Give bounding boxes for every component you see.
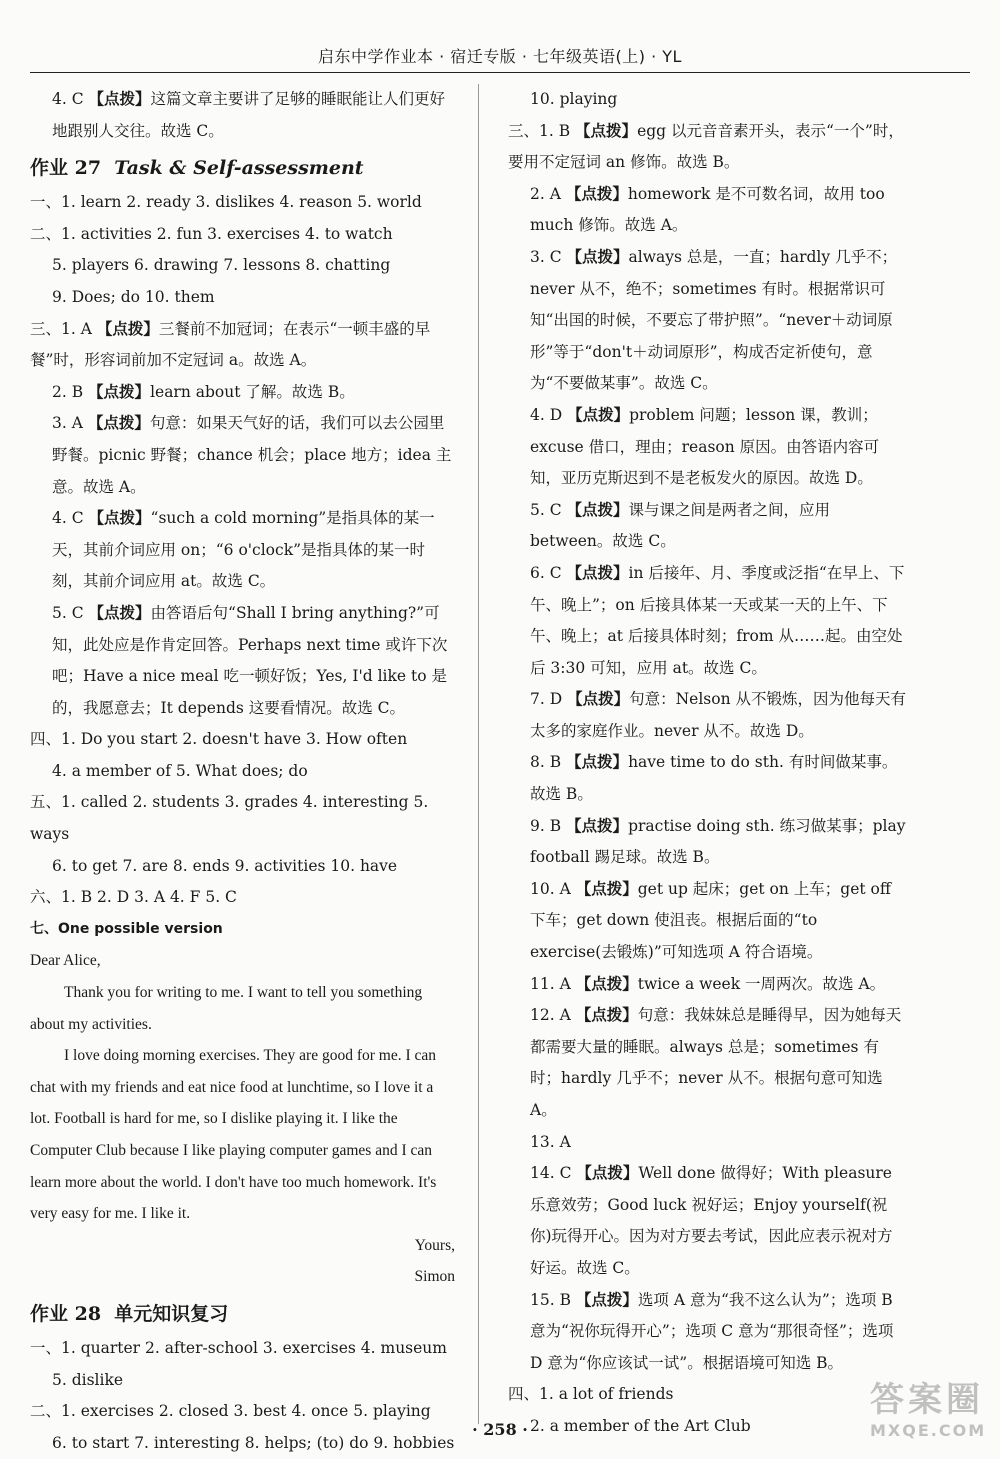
answer-line: 二、1. activities 2. fun 3. exercises 4. to watch xyxy=(30,224,393,243)
letter-greeting: Dear Alice, xyxy=(30,952,101,970)
answer-item: 2. B 【点拨】learn about 了解。故选 B。 xyxy=(52,382,355,401)
answer-item: 三、1. A 【点拨】三餐前不加冠词；在表示“一顿丰盛的早餐”时，形容词前加不定冠词 a。故选 A。 xyxy=(30,319,431,370)
left-column xyxy=(30,84,455,1459)
answer-line: 5. dislike xyxy=(52,1370,124,1389)
answer-item: 12. A 【点拨】句意：我妹妹总是睡得早，因为她每天都需要大量的睡眠。always 总是；sometimes 有时；hardly 几乎不；never 从不。根据句意可知选 A。 xyxy=(530,1006,902,1119)
section-heading-27: 作业 27 Task & Self-assessment xyxy=(30,157,364,180)
answer-item: 11. A 【点拨】twice a week 一周两次。故选 A。 xyxy=(530,974,886,993)
answer-line: 二、1. exercises 2. closed 3. best 4. once 5. playing xyxy=(30,1402,431,1421)
answer-line: 5. players 6. drawing 7. lessons 8. chatting xyxy=(52,256,391,275)
answer-line: 四、1. a lot of friends xyxy=(508,1385,674,1404)
letter-paragraph: Thank you for writing to me. I want to tell you something about my activities. xyxy=(30,984,423,1033)
writing-label: 七、One possible version xyxy=(30,920,223,937)
page-header: 启东中学作业本 · 宿迁专版 · 七年级英语(上) · YL xyxy=(318,47,682,66)
answer-line: 6. to start 7. interesting 8. helps; (to) do 9. hobbies xyxy=(52,1433,455,1452)
letter-paragraph: I love doing morning exercises. They are good for me. I can chat with my friends and eat nice food at lunchtime, so I love it a lot. Football is hard for me, so I dislike playing it. I like the Computer Club because I like playing computer games and I can learn more about the world. I don't have too much homework. It's very easy for me. I like it. xyxy=(30,1047,437,1223)
letter-signature: Simon xyxy=(414,1268,455,1286)
answer-line: 6. to get 7. are 8. ends 9. activities 10. have xyxy=(52,856,398,875)
answer-item: 8. B 【点拨】have time to do sth. 有时间做某事。故选 B。 xyxy=(530,753,898,804)
answer-item: 10. A 【点拨】get up 起床；get on 上车；get off 下车；get down 使沮丧。根据后面的“to exercise(去锻炼)”可知选项 A 符合语境。 xyxy=(530,879,891,962)
answer-item: 14. C 【点拨】Well done 做得好；With pleasure 乐意效劳；Good luck 祝好运；Enjoy yourself(祝你)玩得开心。因为对方要去考试，因此应表示祝对方好运。故选 C。 xyxy=(530,1164,893,1277)
watermark-text: 答案圈 xyxy=(870,1380,984,1420)
answer-item: 3. C 【点拨】always 总是，一直；hardly 几乎不；never 从不，绝不；sometimes 有时。根据常识可知“出国的时候，不要忘了带护照”。“never＋动词原形”等于“don't＋动词原形”，构成否定祈使句，意为“不要做某事”。故选 C。 xyxy=(530,247,898,393)
answer-item: 9. B 【点拨】practise doing sth. 练习做某事；play football 踢足球。故选 B。 xyxy=(530,816,906,867)
answer-item: 4. D 【点拨】problem 问题；lesson 课，教训；excuse 借口，理由；reason 原因。由答语内容可知，亚历克斯迟到不是老板发火的原因。故选 D。 xyxy=(530,405,880,488)
answer-line: 4. a member of 5. What does; do xyxy=(52,761,308,780)
answer-line: 9. Does; do 10. them xyxy=(52,287,215,306)
answer-item: 15. B 【点拨】选项 A 意为“我不这么认为”；选项 B 意为“祝你玩得开心”；选项 C 意为“那很奇怪”；选项 D 意为“你应该试一试”。根据语境可知选 B。 xyxy=(530,1290,894,1372)
answer-line: 一、1. quarter 2. after-school 3. exercises 4. museum xyxy=(30,1338,447,1357)
answer-line: 10. playing xyxy=(530,90,618,108)
answer-line: 13. A xyxy=(530,1132,571,1151)
answer-item: 4. C 【点拨】“such a cold morning”是指具体的某一天，其前介词应用 on；“6 o'clock”是指具体的某一时刻，其前介词应用 at。故选 C。 xyxy=(52,509,435,591)
watermark-logo xyxy=(870,1372,990,1442)
answer-line: 2. a member of the Art Club xyxy=(530,1416,751,1435)
answer-line: 四、1. Do you start 2. doesn't have 3. How often xyxy=(30,730,408,749)
answer-item: 3. A 【点拨】句意：如果天气好的话，我们可以去公园里野餐。picnic 野餐；chance 机会；place 地方；idea 主意。故选 A。 xyxy=(52,414,452,496)
answer-item: 6. C 【点拨】in 后接年、月、季度或泛指“在早上、下午、晚上”；on 后接具体某一天或某一天的上午、下午、晚上；at 后接具体时刻；from 从……起。由空处后 3:30 可知，应用 at。故选 C。 xyxy=(530,563,905,677)
answer-item: 5. C 【点拨】课与课之间是两者之间，应用 between。故选 C。 xyxy=(530,500,831,551)
answer-item: 2. A 【点拨】homework 是不可数名词，故用 too much 修饰。故选 A。 xyxy=(530,184,885,235)
answer-line: 五、1. called 2. students 3. grades 4. interesting 5. ways xyxy=(30,793,429,844)
answer-item: 5. C 【点拨】由答语后句“Shall I bring anything?”可知，此处应是作肯定回答。Perhaps next time 或许下次吧；Have a nice meal 吃一顿好饭；Yes, I'd like to 是的，我愿意去；It depends 这要看情况。故选 C。 xyxy=(52,603,448,717)
answer-item: 三、1. B 【点拨】egg 以元音音素开头，表示“一个”时，要用不定冠词 an 修饰。故选 B。 xyxy=(508,121,904,172)
answer-line: 六、1. B 2. D 3. A 4. F 5. C xyxy=(30,888,237,907)
right-column xyxy=(508,84,908,1443)
answer-item: 4. C 【点拨】这篇文章主要讲了足够的睡眠能让人们更好地跟别人交往。故选 C。 xyxy=(52,90,446,140)
page-number: · 258 · xyxy=(472,1420,528,1439)
answer-item: 7. D 【点拨】句意：Nelson 从不锻炼，因为他每天有太多的家庭作业。never 从不。故选 D。 xyxy=(530,690,906,740)
header-rule xyxy=(30,72,970,73)
letter-closing: Yours, xyxy=(414,1236,455,1254)
section-heading-28: 作业 28 单元知识复习 xyxy=(30,1302,229,1325)
column-divider xyxy=(478,84,479,1424)
answer-line: 一、1. learn 2. ready 3. dislikes 4. reason 5. world xyxy=(30,193,422,212)
watermark-url: MXQE.COM xyxy=(870,1421,987,1440)
